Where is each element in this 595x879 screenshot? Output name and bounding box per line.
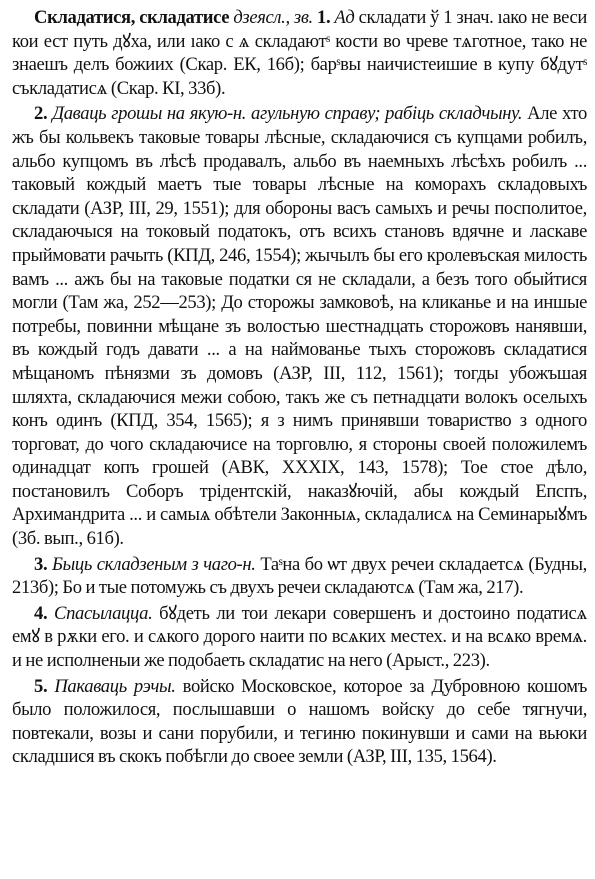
sense-number: 1.: [317, 7, 331, 28]
sense-definition: Быць складзеным з чаго-н.: [52, 553, 256, 575]
sense-number: 5.: [34, 675, 48, 697]
sense-definition: Спасылацца.: [54, 602, 153, 624]
sense-number: 4.: [34, 602, 48, 624]
headword: Складатися, складатисе: [34, 7, 230, 28]
sense-4: [12, 602, 587, 673]
sense-definition: Даваць грошы на якую-н. агульную справу; рабіць складчыну.: [52, 103, 523, 125]
sense-1: [12, 6, 587, 100]
sense-citations: Але хто жъ бы кольвекъ таковые товары лѣсные, складаючися съ купцами робилъ, альбо купцомъ въ лѣсѣ продавалъ, альбо въ наемныхъ лѣсѣхъ робилъ ... таковый кождый маетъ тые товары лѣсные на коморахъ складовыхъ складати (АЗР, III, 29, 1551); для обороны васъ самыхъ и речы посполитое, складаючыся на токовый податокъ, отъ всихъ становъ вдячне и ласкаве прыймовати рачыть (КПД, 246, 1554); жычылъ бы его кролевъская милость вамъ ... ажъ бы на таковые податки ся не складали, а безъ того обыйтися могли (Там жа, 252—253); До сторожы замковоѣ, на кликанье и на иншые потребы, повинни мѣщане зъ волостью шестнадцать сторожовъ нанявши, въ кождый годъ давати ... а на наймованье тыхъ сторожовъ складатися мѣщаномъ пѣнязми зъ домовъ (АЗР, III, 112, 1561); тогды убожъшая шляхта, складаючися межи собою, такъ же съ петнадцати волокъ оселыхъ конъ одинъ (КПД, 354, 1565); я з нимъ принявши товариство з одного торговат, до чого складаючисе на торговлю, я стороны своей положилемъ одинадцат копъ грошей (АВК, XXXIX, 143, 1578); Тое стое дѣло, постановилъ Соборъ трідентскій, наказꙋючій, абы кождый Епспъ, Архимандрита ... и самыѧ обѣтели Законныѧ, складалисѧ на Семинарыꙋмъ (3б. вып., 61б).: [12, 103, 587, 550]
sense-citations: Таˢна бо ѡт двух речеи складаетсѧ (Будны, 213б); Бо и тые потомужь съ двухъ речеи складаютсѧ (Там жа, 217).: [12, 553, 587, 599]
sense-citations: войско Московское, которое за Дубровною кошомъ было положилося, послышавши о нашомъ войску до себе тягнучи, повтекали, возы и сани порубили, и тегиню покинувши и сами на вьюки складшися въ скокъ побѣгли до своее земли (АЗР, III, 135, 1564).: [12, 675, 587, 768]
sense-5: [12, 675, 587, 769]
sense-2: [12, 102, 587, 550]
sense-3: [12, 553, 587, 600]
grammar-label: дзеясл., зв.: [233, 7, 313, 28]
sense-number: 3.: [34, 553, 48, 575]
sense-definition: Пакаваць рэчы.: [54, 675, 176, 697]
sense-citations: бꙋдеть ли тои лекари совершенъ и достоино податисѧ емꙋ в рѫки его. и сѧкого дорого наити по всѧких местех. и на всѧко времѧ. и не исполненыи же подобаеть складатис на него (Арыст., 223).: [12, 602, 587, 672]
sense-definition: Ад: [334, 7, 355, 28]
sense-citations: складати ў 1 знач. ıако не веси кои ест путь дꙋха, или ıако с ѧ складаютˢ кости во чреве тѧготное, тако не знаешъ делъ божиих (Скар. ЕК, 16б); барˢвы наичистеишие в купу бꙋдутˢ съкладатисѧ (Скар. КІ, 33б).: [12, 7, 587, 99]
sense-number: 2.: [34, 103, 48, 125]
